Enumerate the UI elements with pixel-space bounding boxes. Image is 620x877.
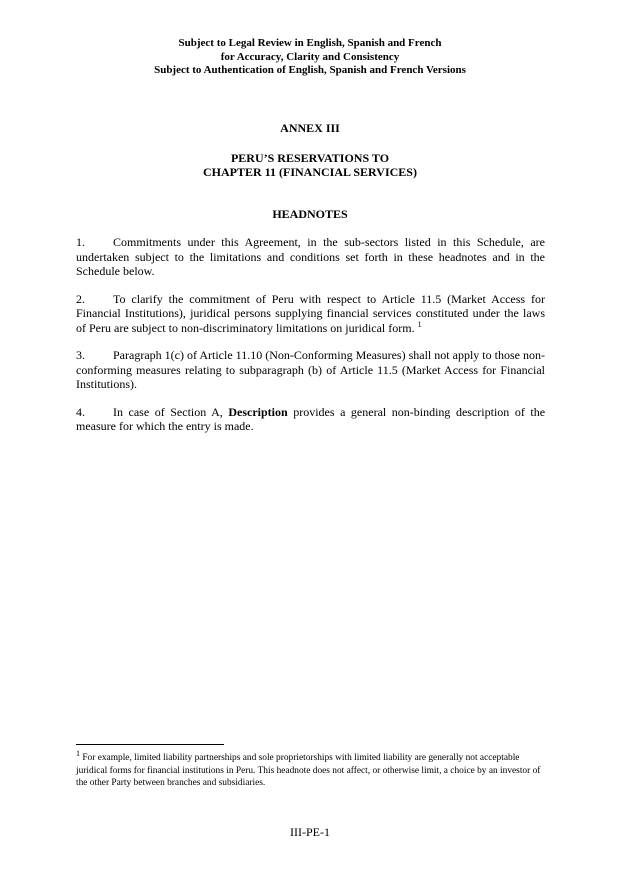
page-number: III-PE-1: [290, 825, 330, 839]
footnote-separator: [76, 744, 224, 745]
paragraph-text-after: provides a general non-binding description of the measure for which the entry is made.: [76, 404, 546, 433]
header-line-1: Subject to Legal Review in English, Spanish and French: [178, 37, 442, 49]
paragraph-number: 4.: [76, 404, 85, 419]
header-line-3: Subject to Authentication of English, Spanish and French Versions: [154, 64, 466, 76]
header-line-2: for Accuracy, Clarity and Consistency: [220, 50, 400, 63]
footnote: [76, 748, 545, 790]
headnote-paragraphs: [76, 235, 545, 447]
annex-title: ANNEX III: [280, 121, 340, 135]
paragraph-text: Commitments under this Agreement, in the sub-sectors listed in this Schedule, are undertaken subject to the limitations and conditions set forth in these headnotes and in the Schedule below.: [76, 235, 545, 278]
footnote-mark: 1: [76, 748, 80, 758]
paragraph-4: [76, 405, 545, 434]
footnote-reference[interactable]: 1: [417, 319, 422, 329]
document-title: [0, 151, 620, 179]
title-line-2: CHAPTER 11 (FINANCIAL SERVICES): [203, 165, 417, 179]
paragraph-text-before: In case of Section A,: [113, 404, 223, 419]
paragraph-2: [76, 292, 545, 336]
paragraph-1: [76, 235, 545, 279]
paragraph-number: 2.: [76, 291, 85, 306]
paragraph-number: 3.: [76, 348, 85, 362]
title-line-1: PERU’S RESERVATIONS TO: [230, 151, 390, 165]
section-heading: HEADNOTES: [272, 207, 348, 221]
paragraph-number: 1.: [76, 235, 85, 249]
paragraph-text: To clarify the commitment of Peru with respect to Article 11.5 (Market Access for Financial Institutions), juridical persons supplying financial services constituted under the laws of Peru are subject to non-discriminatory limitations on juridical form.: [76, 291, 545, 335]
footnote-text: For example, limited liability partnerships and sole proprietorships with limited liability are generally not acceptable juridical forms for financial institutions in Peru. This headnote does not affect, or otherwise limit, a choice by an investor of the other Party between branches and subsidiaries.: [76, 753, 541, 788]
paragraph-bold-term: Description: [228, 404, 288, 419]
paragraph-3: [76, 348, 545, 392]
legal-review-header: [0, 37, 620, 78]
paragraph-text: Paragraph 1(c) of Article 11.10 (Non-Conforming Measures) shall not apply to those non-conforming measures relating to subparagraph (b) of Article 11.5 (Market Access for Financial Institutions).: [76, 348, 545, 391]
